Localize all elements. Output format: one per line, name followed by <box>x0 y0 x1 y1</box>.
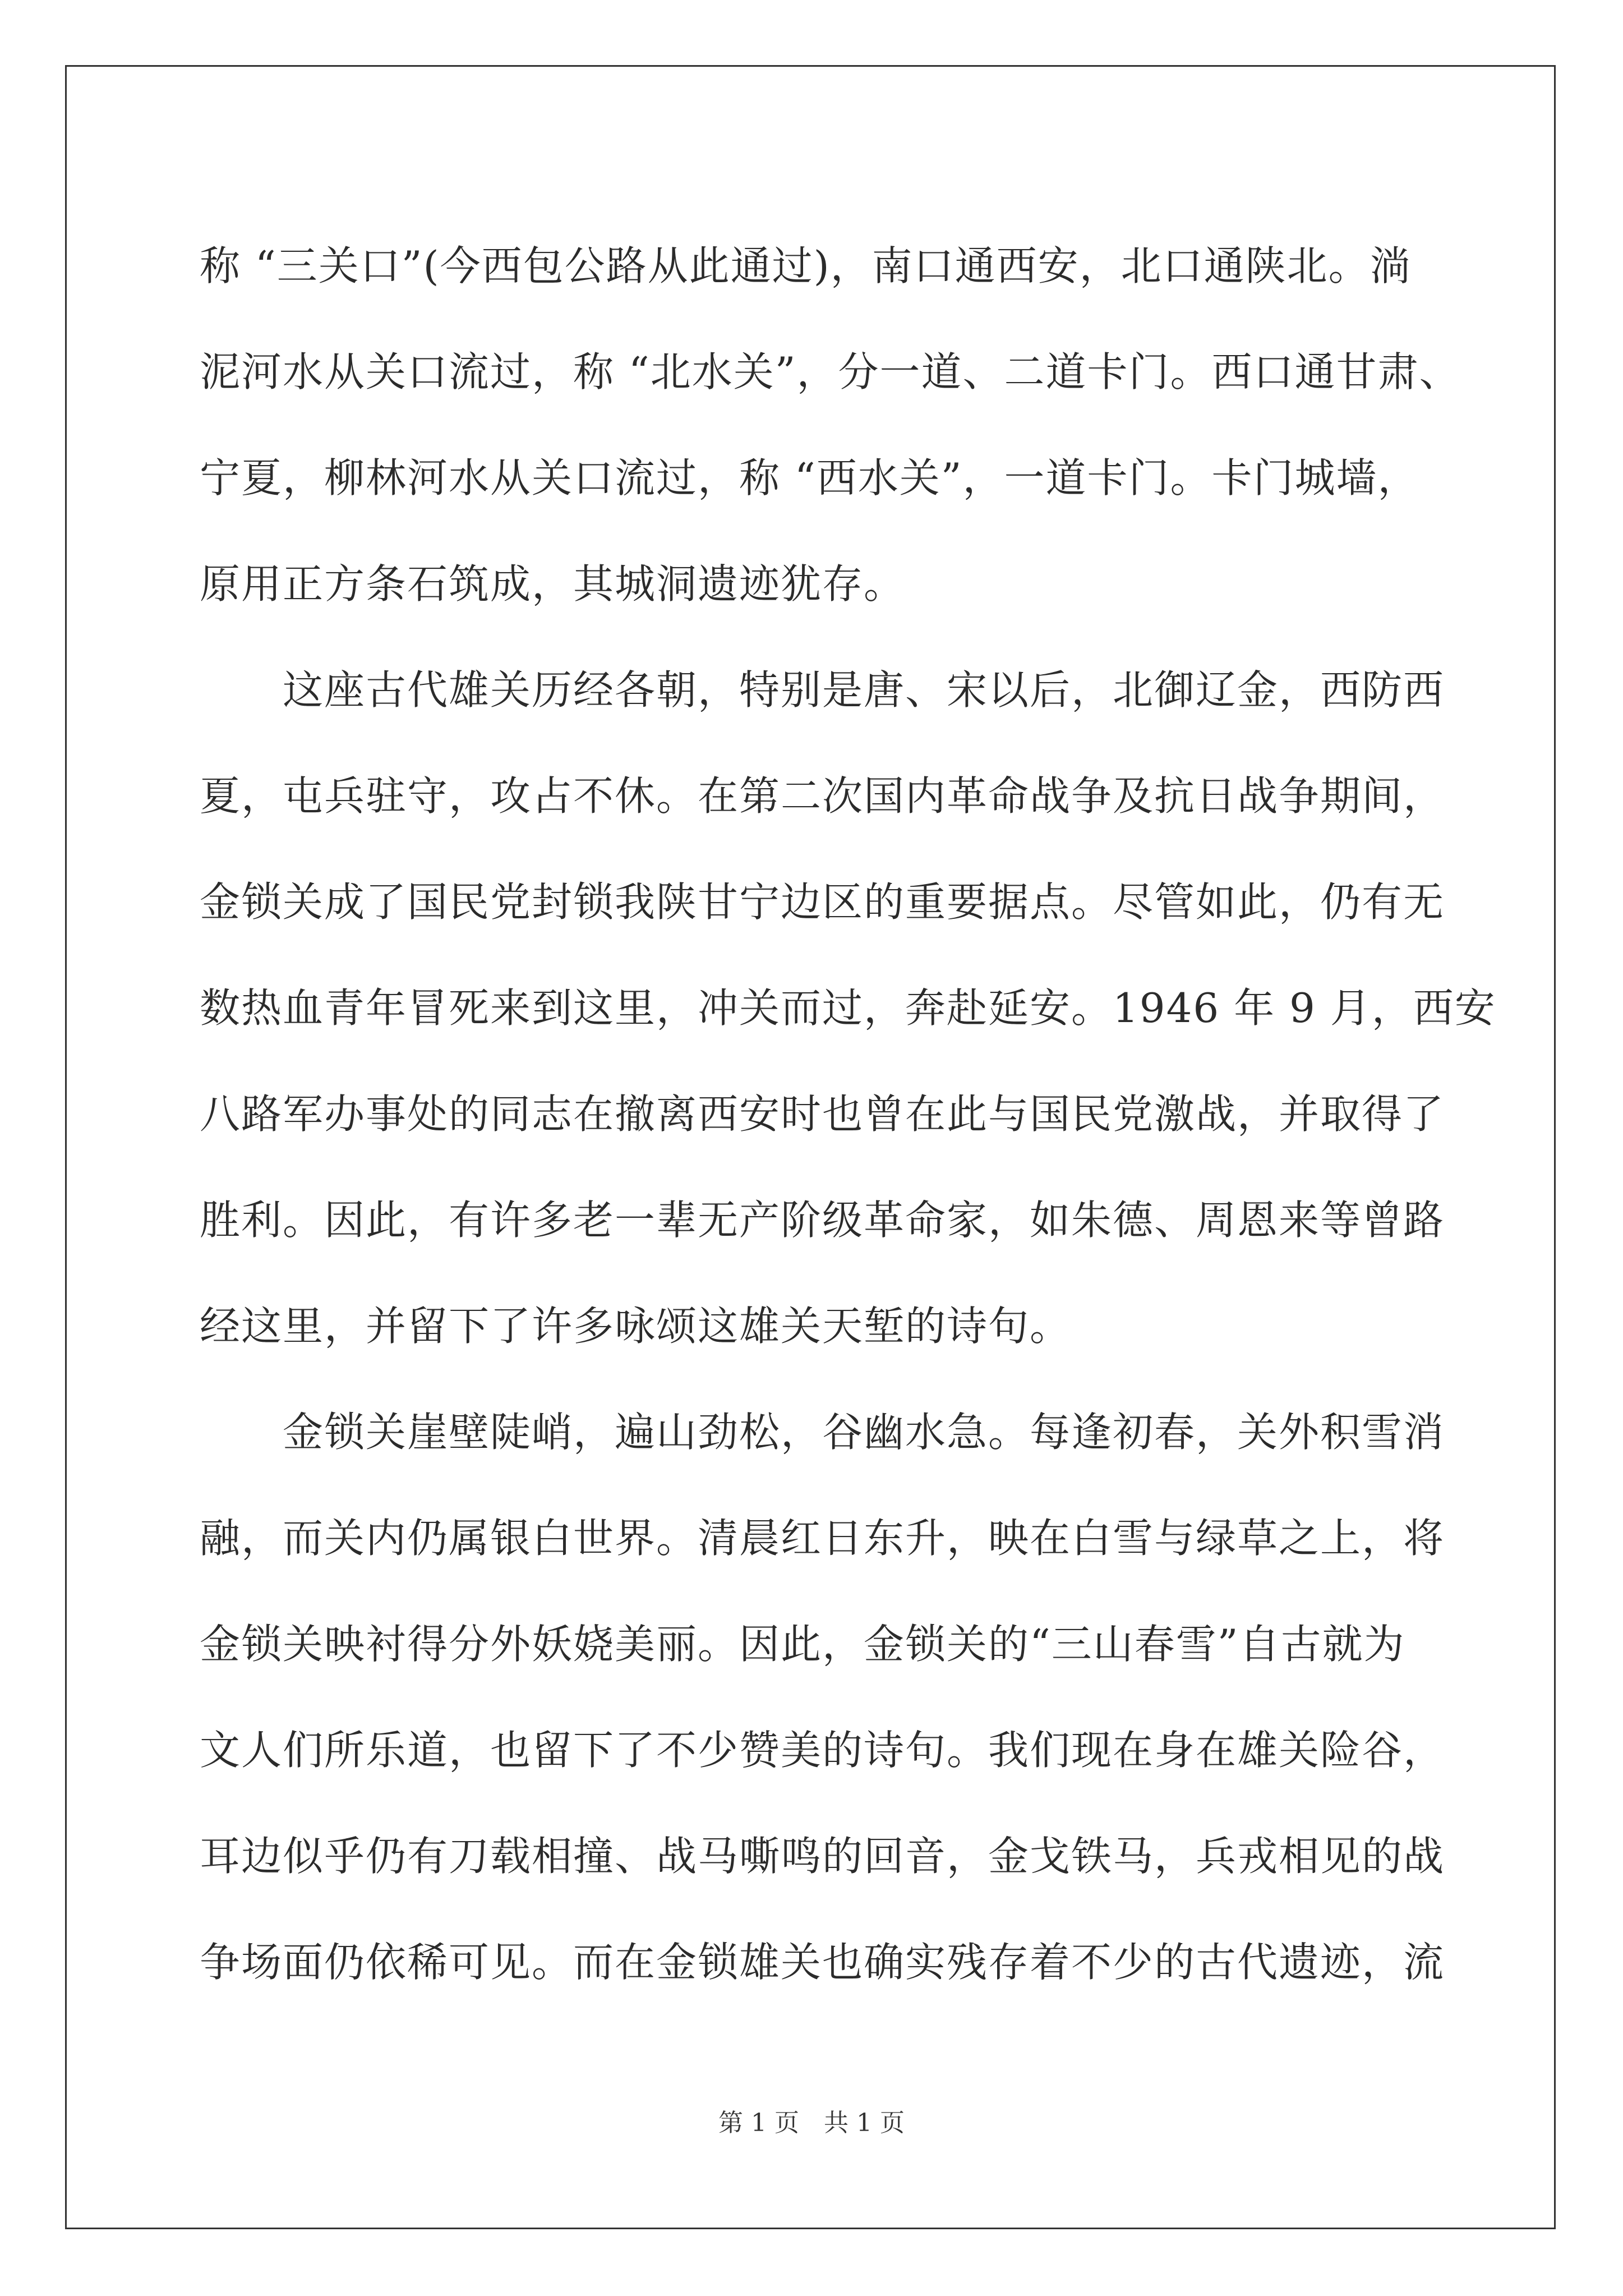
text-line: 胜利。因此，有许多老一辈无产阶级革命家，如朱德、周恩来等曾路 <box>200 1197 1445 1244</box>
document-body <box>200 213 1496 2016</box>
text-line: 数热血青年冒死来到这里，冲关而过，奔赴延安。1946 年 9 月，西安 <box>200 984 1496 1032</box>
text-line: 争场面仍依稀可见。而在金锁雄关也确实残存着不少的古代遗迹，流 <box>200 1939 1445 1986</box>
text-line: 宁夏，柳林河水从关口流过，称 “西水关”，一道卡门。卡门城墙， <box>200 454 1419 501</box>
text-line: 文人们所乐道，也留下了不少赞美的诗句。我们现在身在雄关险谷， <box>200 1727 1445 1774</box>
text-line: 经这里，并留下了许多咏颂这雄关天堑的诗句。 <box>200 1303 1072 1350</box>
text-line: 称 “三关口”(今西包公路从此通过)，南口通西安，北口通陕北。淌 <box>200 242 1412 289</box>
text-line: 原用正方条石筑成，其城洞遗迹犹存。 <box>200 560 906 608</box>
page-footer <box>0 2106 1623 2140</box>
page-number-total: 共 1 页 <box>824 2109 905 2137</box>
text-line: 耳边似乎仍有刀载相撞、战马嘶鸣的回音，金戈铁马，兵戎相见的战 <box>200 1833 1445 1880</box>
text-line: 金锁关映衬得分外妖娆美丽。因此，金锁关的“三山春雪”自古就为 <box>200 1621 1405 1668</box>
text-line: 泥河水从关口流过，称 “北水关”，分一道、二道卡门。西口通甘肃、 <box>200 348 1461 395</box>
text-line: 这座古代雄关历经各朝，特别是唐、宋以后，北御辽金，西防西 <box>200 666 1445 714</box>
page-number-current: 第 1 页 <box>718 2109 799 2137</box>
text-line: 金锁关崖壁陡峭，遍山劲松，谷幽水急。每逢初春，关外积雪消 <box>200 1409 1445 1456</box>
text-line: 八路军办事处的同志在撤离西安时也曾在此与国民党激战，并取得了 <box>200 1091 1445 1138</box>
text-line: 金锁关成了国民党封锁我陕甘宁边区的重要据点。尽管如此，仍有无 <box>200 878 1445 926</box>
text-line: 夏，屯兵驻守，攻占不休。在第二次国内革命战争及抗日战争期间， <box>200 772 1445 820</box>
text-line: 融，而关内仍属银白世界。清晨红日东升，映在白雪与绿草之上，将 <box>200 1515 1445 1562</box>
